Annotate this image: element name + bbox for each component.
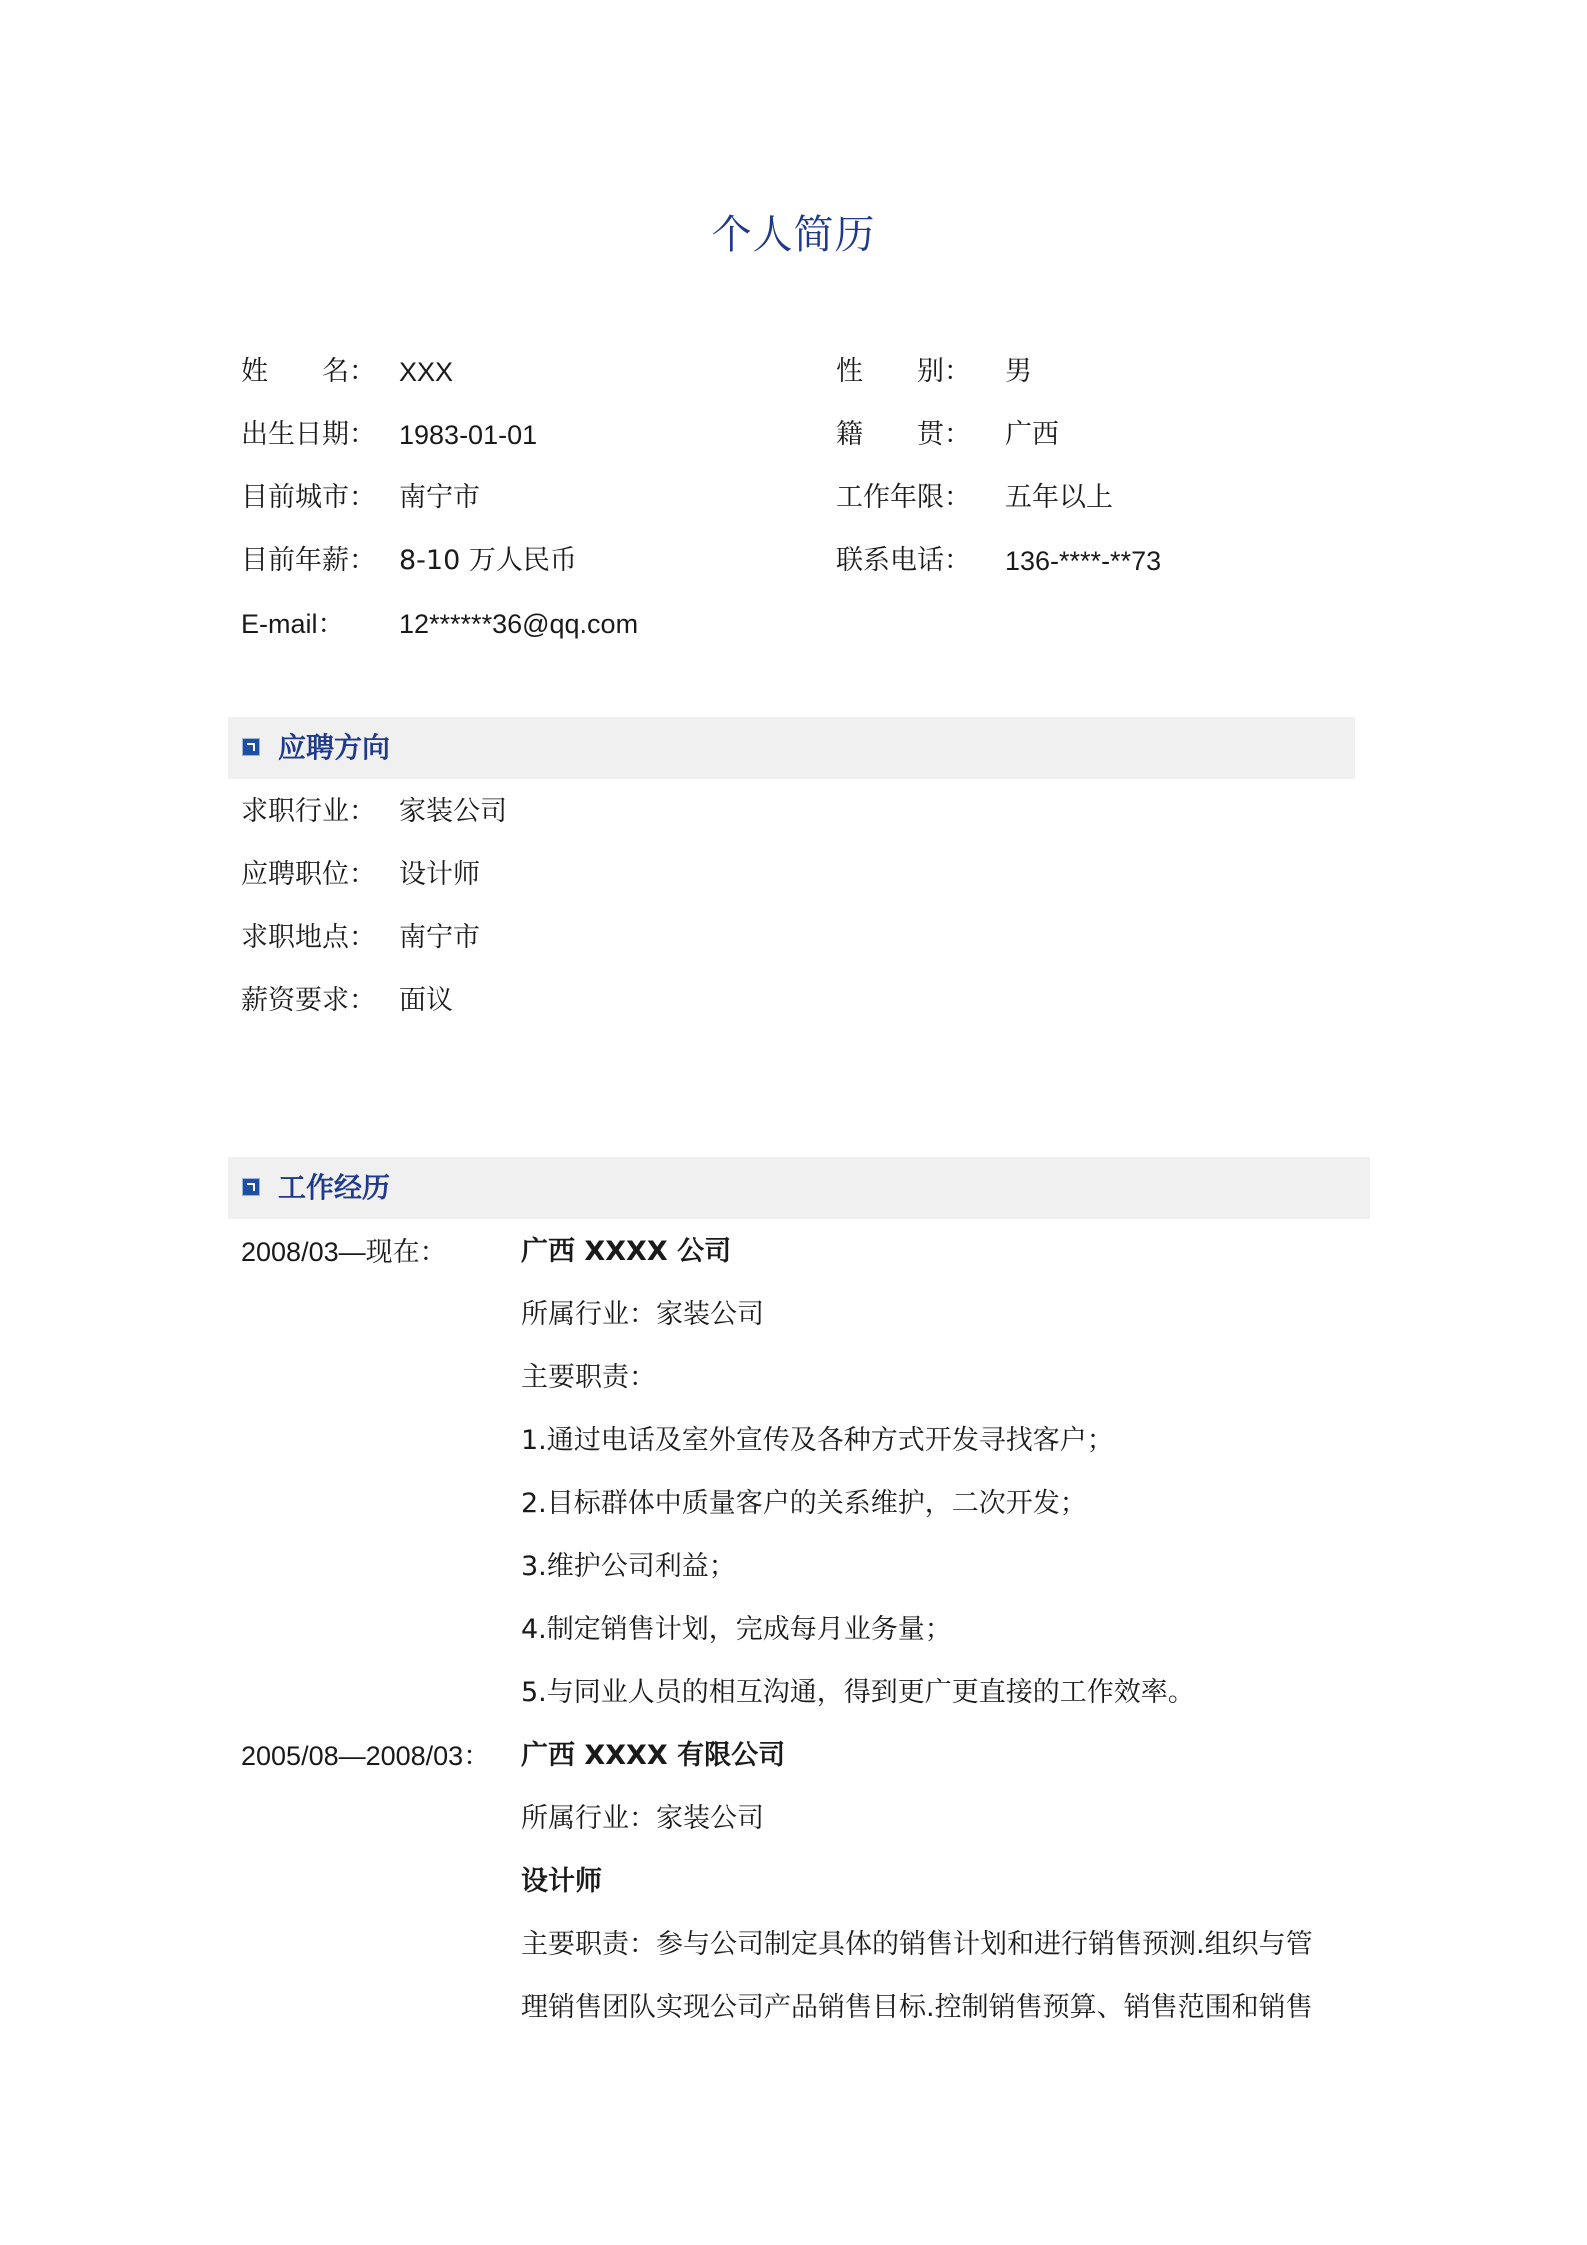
- years-label: 工作年限：: [836, 482, 971, 513]
- job-duties-line: 理销售团队实现公司产品销售目标.控制销售预算、销售范围和销售: [521, 1992, 1313, 2023]
- email-value: 12******36@qq.com: [399, 609, 639, 639]
- job-duty: 2.目标群体中质量客户的关系维护，二次开发；: [521, 1488, 1087, 1519]
- page-title: 个人简历: [711, 212, 876, 258]
- job-company: 广西 XXXX 有限公司: [521, 1740, 786, 1771]
- industry-value: 家装公司: [399, 796, 507, 827]
- job-duties-line: 主要职责：参与公司制定具体的销售计划和进行销售预测.组织与管: [521, 1929, 1313, 1960]
- native-value: 广西: [1005, 419, 1059, 450]
- years-value: 五年以上: [1005, 482, 1113, 513]
- gender-value: 男: [1005, 356, 1032, 387]
- city-value: 南宁市: [399, 482, 480, 513]
- native-label: 籍 贯：: [836, 419, 971, 450]
- location-value: 南宁市: [399, 922, 480, 953]
- phone-value: 136-****-**73: [1005, 546, 1162, 576]
- job-duty: 5.与同业人员的相互沟通，得到更广更直接的工作效率。: [521, 1677, 1195, 1708]
- salary-value: 8-10 万人民币: [399, 545, 577, 576]
- info-row-email: [241, 604, 1341, 644]
- job-industry: 所属行业：家装公司: [521, 1299, 764, 1330]
- birth-label: 出生日期：: [241, 419, 376, 450]
- expected-salary-value: 面议: [399, 985, 453, 1016]
- info-row-city: [241, 478, 1341, 518]
- job-company: 广西 XXXX 公司: [521, 1236, 732, 1267]
- position-label: 应聘职位：: [241, 859, 376, 890]
- salary-label: 目前年薪：: [241, 545, 376, 576]
- info-row-name: [241, 352, 1341, 392]
- name-value: XXX: [399, 357, 454, 387]
- section-title-work: 工作经历: [278, 1171, 391, 1204]
- section-bullet-icon: [242, 1178, 260, 1196]
- job-industry: 所属行业：家装公司: [521, 1803, 764, 1834]
- city-label: 目前城市：: [241, 482, 376, 513]
- application-row-industry: [241, 792, 1041, 832]
- section-header-work: [228, 1157, 1370, 1219]
- job-duty: 1.通过电话及室外宣传及各种方式开发寻找客户；: [521, 1425, 1114, 1456]
- info-row-salary: [241, 541, 1341, 581]
- job-role: 设计师: [521, 1866, 602, 1897]
- expected-salary-label: 薪资要求：: [241, 985, 376, 1016]
- phone-label: 联系电话：: [836, 545, 971, 576]
- gender-label: 性 别：: [836, 356, 971, 387]
- industry-label: 求职行业：: [241, 796, 376, 827]
- job-period: 2005/08—2008/03：: [241, 1741, 491, 1771]
- name-label: 姓 名：: [241, 356, 376, 387]
- job-duty: 3.维护公司利益；: [521, 1551, 736, 1582]
- application-row-salary: [241, 981, 1041, 1021]
- job-duty: 4.制定销售计划，完成每月业务量；: [521, 1614, 952, 1645]
- job-duties-label: 主要职责：: [521, 1362, 656, 1393]
- birth-value: 1983-01-01: [399, 420, 538, 450]
- job-period: 2008/03—现在：: [241, 1237, 447, 1267]
- section-title-application: 应聘方向: [278, 731, 391, 764]
- section-bullet-icon: [242, 738, 260, 756]
- section-header-application: [228, 717, 1355, 779]
- email-label: E-mail：: [241, 609, 345, 639]
- position-value: 设计师: [399, 859, 480, 890]
- location-label: 求职地点：: [241, 922, 376, 953]
- info-row-birth: [241, 415, 1341, 455]
- application-row-location: [241, 918, 1041, 958]
- application-row-position: [241, 855, 1041, 895]
